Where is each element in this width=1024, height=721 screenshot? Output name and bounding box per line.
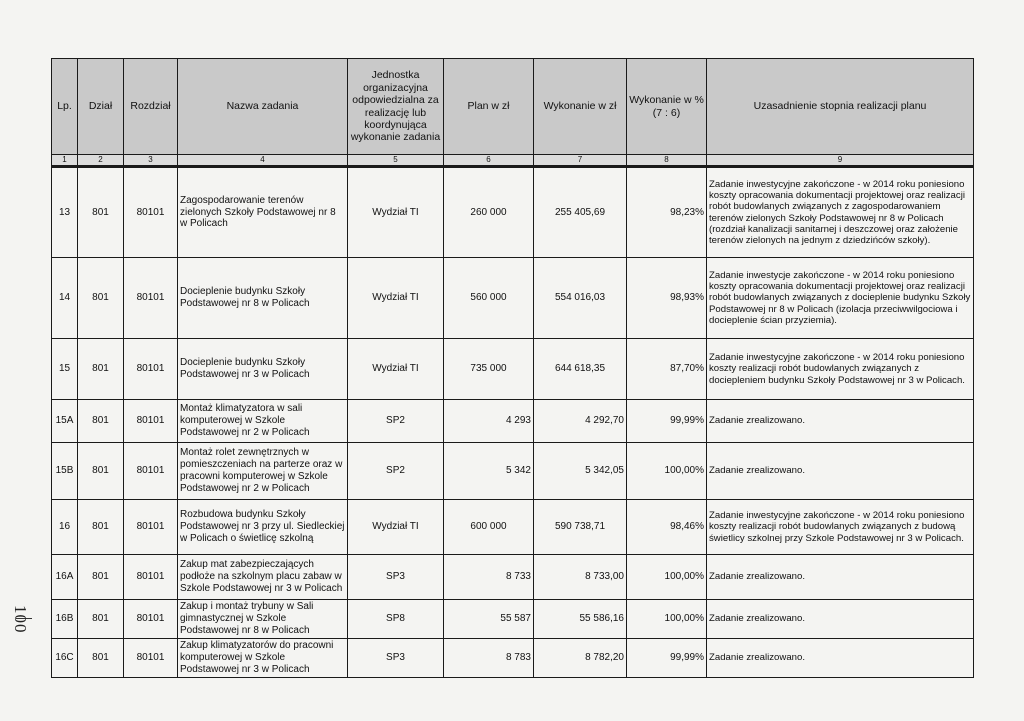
cell-jednostka: Wydział TI: [348, 258, 444, 339]
cell-rozdzial: 80101: [124, 443, 178, 500]
cell-plan: 55 587: [444, 600, 534, 639]
cell-lp: 15B: [52, 443, 78, 500]
cell-plan: 8 783: [444, 639, 534, 678]
cell-procent: 99,99%: [627, 639, 707, 678]
cell-plan: 735 000: [444, 339, 534, 400]
cell-lp: 16: [52, 500, 78, 555]
cell-nazwa-zadania: Montaż rolet zewnętrznych w pomieszczeniach na parterze oraz w pracowni komputerowej w Szkole Podstawowej nr 2 w Policach: [178, 443, 348, 500]
header-lp: Lp.: [52, 59, 78, 155]
budget-execution-table: [51, 58, 974, 678]
cell-jednostka: Wydział TI: [348, 339, 444, 400]
header-dzial: Dział: [78, 59, 124, 155]
cell-dzial: 801: [78, 258, 124, 339]
cell-wykonanie: 55 586,16: [534, 600, 627, 639]
cell-wykonanie: 590 738,71: [534, 500, 627, 555]
cell-dzial: 801: [78, 443, 124, 500]
cell-wykonanie: 8 782,20: [534, 639, 627, 678]
cell-jednostka: SP8: [348, 600, 444, 639]
cell-rozdzial: 80101: [124, 339, 178, 400]
cell-rozdzial: 80101: [124, 600, 178, 639]
cell-nazwa-zadania: Zakup i montaż trybuny w Sali gimnastycznej w Szkole Podstawowej nr 8 w Policach: [178, 600, 348, 639]
cell-rozdzial: 80101: [124, 500, 178, 555]
cell-rozdzial: 80101: [124, 258, 178, 339]
cell-wykonanie: 8 733,00: [534, 555, 627, 600]
cell-dzial: 801: [78, 555, 124, 600]
cell-nazwa-zadania: Rozbudowa budynku Szkoły Podstawowej nr 3 przy ul. Siedleckiej w Policach o świetlicę szkolną: [178, 500, 348, 555]
cell-lp: 16A: [52, 555, 78, 600]
column-number: 3: [124, 155, 178, 167]
cell-dzial: 801: [78, 600, 124, 639]
cell-wykonanie: 4 292,70: [534, 400, 627, 443]
cell-rozdzial: 80101: [124, 400, 178, 443]
cell-jednostka: SP2: [348, 443, 444, 500]
table-row: [52, 600, 974, 639]
cell-lp: 13: [52, 167, 78, 258]
page-number: 100: [11, 605, 30, 634]
table-row: [52, 339, 974, 400]
header-uzasadnienie: Uzasadnienie stopnia realizacji planu: [707, 59, 974, 155]
cell-procent: 100,00%: [627, 555, 707, 600]
column-number: 4: [178, 155, 348, 167]
column-number: 9: [707, 155, 974, 167]
cell-jednostka: Wydział TI: [348, 167, 444, 258]
cell-uzasadnienie: Zadanie zrealizowano.: [707, 400, 974, 443]
cell-dzial: 801: [78, 400, 124, 443]
cell-uzasadnienie: Zadanie zrealizowano.: [707, 600, 974, 639]
cell-lp: 15A: [52, 400, 78, 443]
cell-procent: 98,23%: [627, 167, 707, 258]
cell-wykonanie: 255 405,69: [534, 167, 627, 258]
column-number: 2: [78, 155, 124, 167]
table-row: [52, 258, 974, 339]
cell-jednostka: SP2: [348, 400, 444, 443]
cell-dzial: 801: [78, 167, 124, 258]
table-row: [52, 167, 974, 258]
cell-rozdzial: 80101: [124, 639, 178, 678]
cell-lp: 15: [52, 339, 78, 400]
cell-uzasadnienie: Zadanie inwestycje zakończone - w 2014 roku poniesiono koszty opracowania dokumentacji projektowej oraz realizacji robót budowlanych związanych z docieplenie budynku Szkoły Podstawowej nr 8 w Policach (izolacja przeciwwilgociowa i docieplenie ścian przyziemia).: [707, 258, 974, 339]
header-plan: Plan w zł: [444, 59, 534, 155]
table-row: [52, 500, 974, 555]
cell-nazwa-zadania: Docieplenie budynku Szkoły Podstawowej nr 3 w Policach: [178, 339, 348, 400]
cell-procent: 100,00%: [627, 443, 707, 500]
cell-wykonanie: 554 016,03: [534, 258, 627, 339]
cell-uzasadnienie: Zadanie zrealizowano.: [707, 443, 974, 500]
column-number-row: [52, 155, 974, 167]
cell-procent: 99,99%: [627, 400, 707, 443]
cell-dzial: 801: [78, 639, 124, 678]
cell-jednostka: Wydział TI: [348, 500, 444, 555]
cell-nazwa-zadania: Zagospodarowanie terenów zielonych Szkoły Podstawowej nr 8 w Policach: [178, 167, 348, 258]
cell-lp: 14: [52, 258, 78, 339]
cell-procent: 98,46%: [627, 500, 707, 555]
table-row: [52, 639, 974, 678]
header-row: [52, 59, 974, 155]
cell-rozdzial: 80101: [124, 555, 178, 600]
header-wykonanie: Wykonanie w zł: [534, 59, 627, 155]
column-number: 8: [627, 155, 707, 167]
column-number: 1: [52, 155, 78, 167]
header-wykonanie-procent: Wykonanie w % (7 : 6): [627, 59, 707, 155]
cell-lp: 16C: [52, 639, 78, 678]
column-number: 7: [534, 155, 627, 167]
cell-jednostka: SP3: [348, 555, 444, 600]
table-row: [52, 555, 974, 600]
cell-dzial: 801: [78, 500, 124, 555]
cell-procent: 87,70%: [627, 339, 707, 400]
cell-uzasadnienie: Zadanie inwestycyjne zakończone - w 2014 roku poniesiono koszty realizacji robót budowlanych związanych z budową świetlicy szkolnej przy Szkole Podstawowej nr 3 w Policach.: [707, 500, 974, 555]
column-number: 5: [348, 155, 444, 167]
cell-nazwa-zadania: Docieplenie budynku Szkoły Podstawowej nr 8 w Policach: [178, 258, 348, 339]
cell-nazwa-zadania: Zakup klimatyzatorów do pracowni komputerowej w Szkole Podstawowej nr 3 w Policach: [178, 639, 348, 678]
cell-plan: 260 000: [444, 167, 534, 258]
cell-wykonanie: 644 618,35: [534, 339, 627, 400]
cell-plan: 600 000: [444, 500, 534, 555]
cell-uzasadnienie: Zadanie zrealizowano.: [707, 639, 974, 678]
cell-lp: 16B: [52, 600, 78, 639]
cell-nazwa-zadania: Montaż klimatyzatora w sali komputerowej w Szkole Podstawowej nr 2 w Policach: [178, 400, 348, 443]
column-number: 6: [444, 155, 534, 167]
cell-rozdzial: 80101: [124, 167, 178, 258]
cell-uzasadnienie: Zadanie zrealizowano.: [707, 555, 974, 600]
cell-wykonanie: 5 342,05: [534, 443, 627, 500]
cell-plan: 5 342: [444, 443, 534, 500]
cell-jednostka: SP3: [348, 639, 444, 678]
table-row: [52, 400, 974, 443]
cell-uzasadnienie: Zadanie inwestycyjne zakończone - w 2014 roku poniesiono koszty opracowania dokumentacji projektowej oraz realizacji robót budowlanych związanych z zagospodarowaniem terenów zielonych Szkoły Podstawowej nr 8 w Policach (rozdział kanalizacji sanitarnej i deszczowej oraz założenie terenów zielonych na jednym z dziedzińców szkoły).: [707, 167, 974, 258]
header-nazwa-zadania: Nazwa zadania: [178, 59, 348, 155]
cell-uzasadnienie: Zadanie inwestycyjne zakończone - w 2014 roku poniesiono koszty realizacji robót budowlanych związanych z dociepleniem budynku Szkoły Podstawowej nr 3 w Policach.: [707, 339, 974, 400]
header-rozdzial: Rozdział: [124, 59, 178, 155]
cell-nazwa-zadania: Zakup mat zabezpieczających podłoże na szkolnym placu zabaw w Szkole Podstawowej nr 3 w Policach: [178, 555, 348, 600]
cell-plan: 8 733: [444, 555, 534, 600]
cell-dzial: 801: [78, 339, 124, 400]
table-row: [52, 443, 974, 500]
cell-plan: 560 000: [444, 258, 534, 339]
header-jednostka: Jednostka organizacyjna odpowiedzialna za realizację lub koordynująca wykonanie zadania: [348, 59, 444, 155]
cell-procent: 98,93%: [627, 258, 707, 339]
cell-plan: 4 293: [444, 400, 534, 443]
cell-procent: 100,00%: [627, 600, 707, 639]
